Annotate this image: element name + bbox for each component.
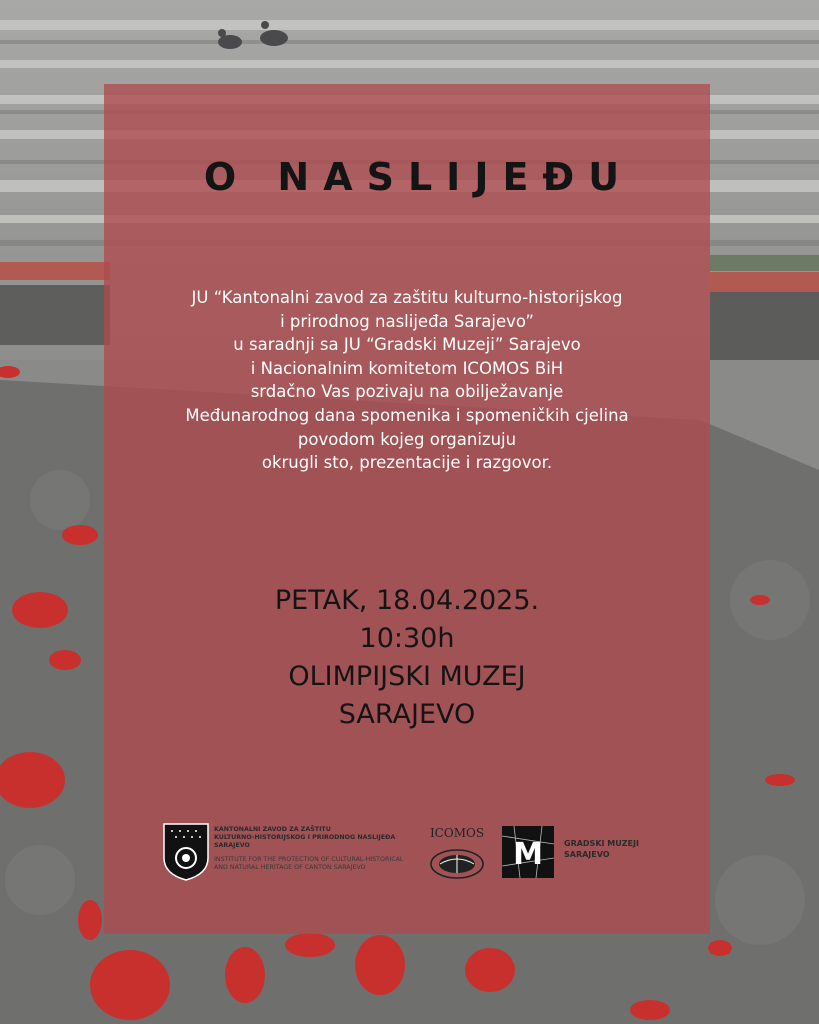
icomos-emblem-icon	[426, 842, 488, 886]
intro-line: okrugli sto, prezentacije i razgovor.	[261, 453, 553, 473]
poster-title: O NASLIJEĐU	[203, 155, 634, 199]
partner-logos	[104, 818, 710, 888]
intro-line: u saradnji sa JU “Gradski Muzeji” Sarajevo	[233, 335, 581, 355]
intro-line: JU “Kantonalni zavod za zaštitu kulturno-historijskog	[191, 288, 623, 307]
kz-line: KANTONALNI ZAVOD ZA ZAŠTITU	[214, 826, 331, 833]
event-details	[104, 582, 710, 734]
intro-line: i Nacionalnim komitetom ICOMOS BiH	[250, 358, 564, 378]
event-city: SARAJEVO	[338, 699, 476, 730]
intro-line: srdačno Vas pozivaju na obilježavanje	[250, 382, 564, 402]
intro-line: i prirodnog naslijeđa Sarajevo”	[280, 311, 534, 331]
gm-monogram-icon	[502, 826, 554, 878]
event-venue: OLIMPIJSKI MUZEJ	[288, 661, 526, 692]
kz-line: SARAJEVO	[214, 842, 250, 849]
gm-letter: M	[513, 837, 543, 872]
gm-line: GRADSKI MUZEJI	[564, 839, 639, 848]
intro-line: povodom kojeg organizuju	[297, 429, 517, 449]
gradski-muzeji-text	[564, 838, 654, 860]
overlay-panel	[104, 84, 710, 934]
kz-line-en: AND NATURAL HERITAGE OF CANTON SARAJEVO	[214, 864, 366, 871]
invitation-text	[104, 286, 710, 475]
event-date: PETAK, 18.04.2025.	[274, 585, 540, 616]
icomos-logo	[426, 826, 488, 886]
gm-line: SARAJEVO	[564, 850, 610, 859]
intro-line: Međunarodnog dana spomenika i spomeničkih cjelina	[185, 405, 629, 425]
shield-crest-icon	[162, 822, 210, 882]
kantonalni-zavod-text	[214, 826, 424, 872]
event-time: 10:30h	[359, 623, 455, 654]
kz-line-en: INSTITUTE FOR THE PROTECTION OF CULTURAL-HISTORICAL	[214, 856, 404, 863]
kz-line: KULTURNO-HISTORIJSKOG I PRIRODNOG NASLIJEĐA	[214, 834, 396, 841]
icomos-label: ICOMOS	[429, 826, 485, 840]
